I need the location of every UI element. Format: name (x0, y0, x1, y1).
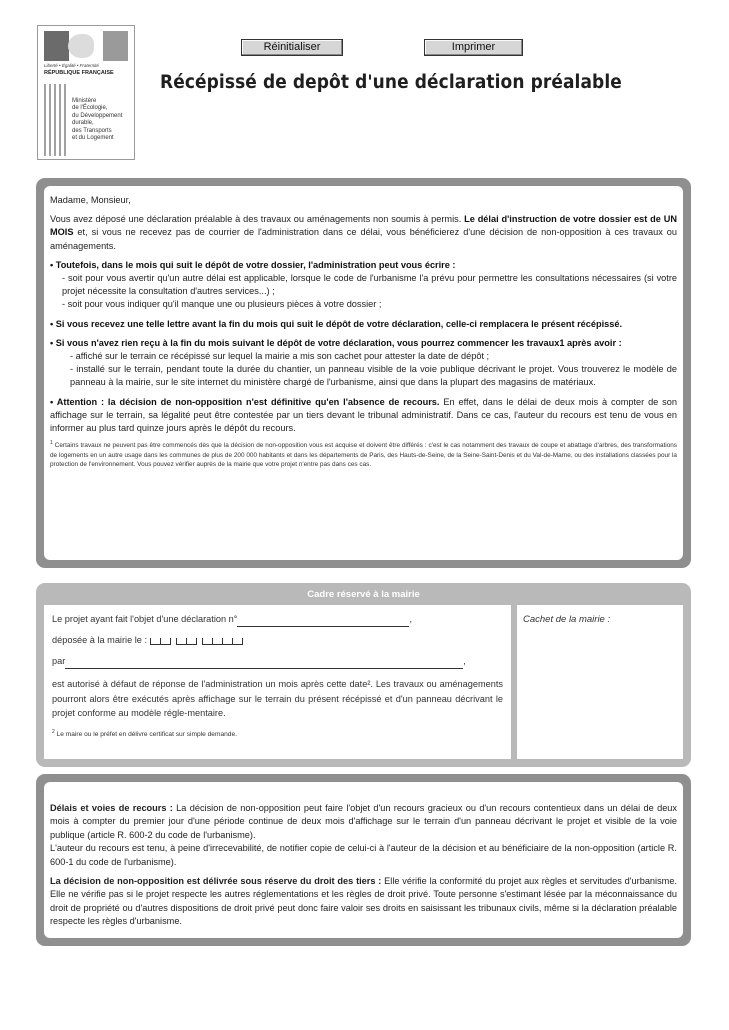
applicant-line: par , (52, 653, 503, 674)
cachet-box (517, 605, 683, 759)
mairie-form (44, 605, 511, 759)
logo-devise: Liberté • Égalité • Fraternité (44, 63, 99, 68)
mairie-paragraph: est autorisé à défaut de réponse de l'administration un mois après cette date². Les travaux ou aménagements pourront alors être exécutés après affichage sur le terrain du présent récépissé et d'un panneau décrivant le projet conforme au modèle régle-mentaire. (52, 679, 503, 718)
applicant-field[interactable] (65, 657, 463, 669)
cachet-label: Cachet de la mairie : (523, 614, 611, 625)
footnote-1: $^1$ Certains travaux ne peuvent pas être commencés dès que la décision de non-opposition vous est acquise et doivent être différés : c'est le cas notamment des travaux de coupe et abattage d'arbres, des transformations de logements en un autre usage dans les communes de plus de 200 000 habitants et dans les départements de Paris, des Hauts-de-Seine, de la Seine-Saint-Denis et du Val-de-Marne, ou des installations classées pour la protection de l'environnement. Vous pouvez vérifier auprès de la mairie que votre projet n'entre pas dans ces cas. (50, 440, 678, 469)
bullet-toutefois: • Toutefois, dans le mois qui suit le dépôt de votre dossier, l'administration peut vous écrire : - soit pour vous avertir qu'un autre délai est applicable, lorsque le code de l'urbanisme l'a prévu pour permettre les consultations nécessaires (si votre projet nécessite la consultation d'autres services...) ; - soit pour vous indiquer qu'il manque une ou plusieurs pièces à votre dossier ; (50, 259, 677, 310)
logo-republique: RÉPUBLIQUE FRANÇAISE (44, 70, 114, 76)
mairie-header: Cadre réservé à la mairie (307, 589, 420, 600)
declaration-number-field[interactable] (237, 615, 409, 627)
mairie-panel (36, 583, 691, 767)
intro-paragraph: Vous avez déposé une déclaration préalable à des travaux ou aménagements non soumis à permis. Le délai d'instruction de votre dossier est de UN MOIS et, si vous ne recevez pas de courrier de l'administration dans ce délai, vous bénéficierez d'une décision de non-opposition à ces travaux ou aménagements. (50, 214, 678, 251)
bullet-attention: • Attention : la décision de non-opposition n'est définitive qu'en l'absence de recours. En effet, dans le délai de deux mois à compter de son affichage sur le terrain, sa légalité peut être contestée par un tiers devant le tribunal administratif. Dans ce cas, l'auteur du recours est tenu de vous en informer au plus tard quinze jours après le dépôt du recours. (50, 396, 677, 434)
footnote-2: $^2$ Le maire ou le préfet en délivre certificat sur simple demande. (52, 728, 237, 738)
tiers-paragraph: La décision de non-opposition est délivrée sous réserve du droit des tiers : Elle vérifie la conformité du projet aux règles et servitudes d'urbanisme. Elle ne vérifie pas si le projet respecte les autres réglementations et les règles de droit privé. Toute personne s'estimant lésée par la méconnaissance du droit de propriété ou d'autres dispositions de droit privé peut donc faire valoir ses droits en saisissant les tribunaux civils, même si la déclaration préalable respecte les règles d'urbanisme. (50, 876, 677, 927)
reset-button[interactable]: Réinitialiser (241, 39, 343, 56)
ministry-name: Ministère de l'Écologie, du Développement durable, des Transports et du Logement (72, 98, 123, 142)
recours-content (44, 782, 683, 938)
government-logo (37, 25, 135, 160)
marianne-icon (68, 34, 94, 58)
deposit-date-line: déposée à la mairie le : (52, 632, 503, 653)
declaration-number-line: Le projet ayant fait l'objet d'une déclaration n° , (52, 611, 503, 632)
deposit-date-field[interactable] (150, 633, 242, 649)
page-title: Récépissé de depôt d'une déclaration préalable (160, 72, 622, 93)
recours-panel (36, 774, 691, 946)
delais-paragraph: Délais et voies de recours : La décision de non-opposition peut faire l'objet d'un recours gracieux ou d'un recours contentieux dans un délai de deux mois à compter du premier jour d'une période continue de deux mois d'affichage sur le terrain d'un panneau décrivant le projet et visible de la voie publique (article R. 600-2 du code de l'urbanisme). L'auteur du recours est tenu, à peine d'irrecevabilité, de notifier copie de celui-ci à l'auteur de la décision et au bénéficiaire de la non-opposition (article R. 600-1 du code de l'urbanisme). (50, 803, 678, 867)
bullet-lettre: • Si vous recevez une telle lettre avant la fin du mois qui suit le dépôt de votre déclaration, celle-ci remplacera le présent récépissé. (50, 318, 623, 329)
notice-panel (36, 178, 691, 568)
bullet-rien-recu: • Si vous n'avez rien reçu à la fin du mois suivant le dépôt de votre déclaration, vous pourrez commencer les travaux1 après avoir : - affiché sur le terrain ce récépissé sur lequel la mairie a mis son cachet pour attester la date de dépôt ; - installé sur le terrain, pendant toute la durée du chantier, un panneau visible de la voie publique décrivant le projet. Vous trouverez le modèle de panneau à la mairie, sur le site internet du ministère chargé de l'urbanisme, ainsi que dans la plupart des magasins de matériaux. (50, 337, 677, 388)
notice-content (44, 186, 683, 560)
reeds-icon (44, 84, 66, 156)
print-button[interactable]: Imprimer (424, 39, 523, 56)
greeting: Madame, Monsieur, (50, 195, 131, 205)
